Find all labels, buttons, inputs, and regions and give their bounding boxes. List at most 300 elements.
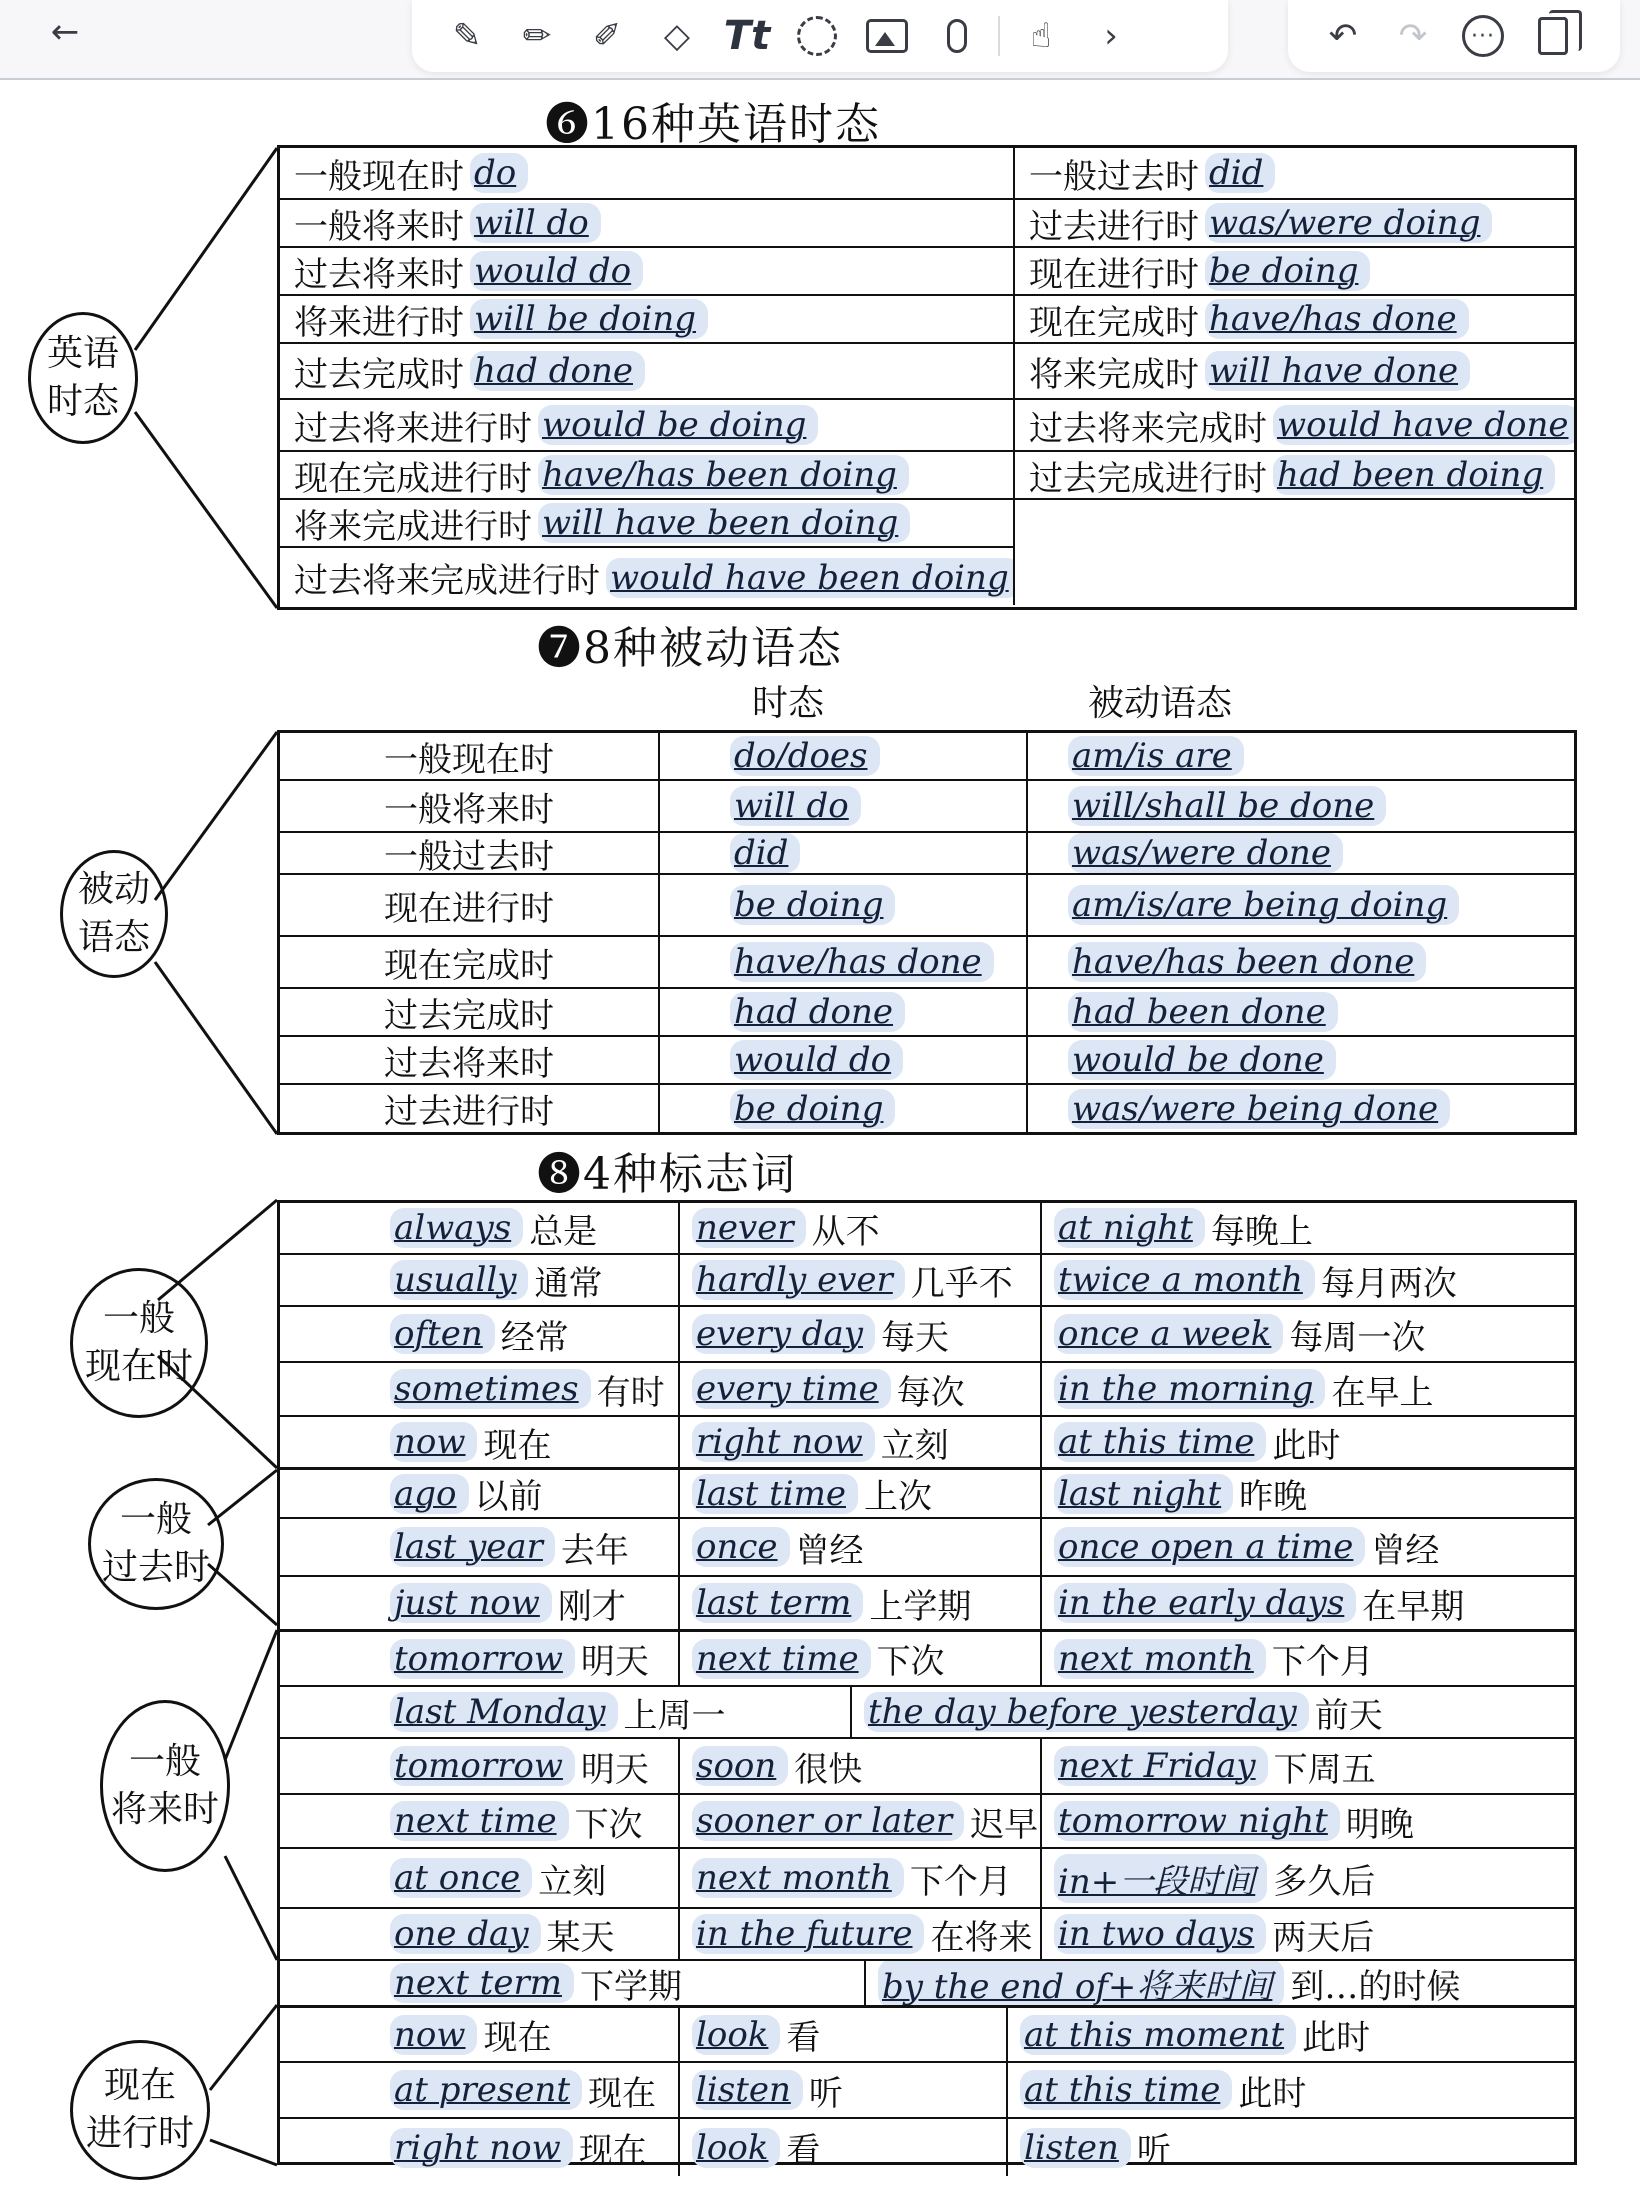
- table-cell: [280, 1363, 678, 1415]
- table-cell: [280, 2008, 678, 2061]
- table-cell: [280, 2119, 678, 2176]
- table-row: [280, 2061, 1574, 2117]
- table-cell: [1006, 2008, 1574, 2061]
- signal-word: hardly ever: [692, 1260, 905, 1300]
- table-cell: [1040, 1909, 1574, 1959]
- table-cell: [1040, 1632, 1574, 1685]
- table-cell: [658, 733, 1026, 779]
- tense-form: did: [1205, 153, 1275, 193]
- table-cell: [280, 548, 1013, 607]
- signal-word: tomorrow: [390, 1639, 575, 1679]
- table-row: [280, 1415, 1574, 1467]
- table-row: [280, 1737, 1574, 1793]
- tense-form: be doing: [1205, 251, 1370, 291]
- table-cell: [864, 1961, 1574, 2005]
- signal-word: last time: [692, 1474, 858, 1514]
- table-cell: [280, 1085, 658, 1132]
- table-cell: [1006, 2119, 1574, 2176]
- table-cell: [1040, 1470, 1574, 1517]
- table-row: [280, 1847, 1574, 1907]
- table-row: [280, 935, 1574, 987]
- signal-word-meaning: 前天: [1314, 1695, 1383, 1736]
- tense-form: was/were doing: [1205, 203, 1492, 243]
- signal-word-meaning: 明天: [580, 1642, 649, 1682]
- table-cell: [678, 1909, 1040, 1959]
- signal-word: now: [390, 2015, 477, 2055]
- signal-word: at present: [390, 2070, 582, 2110]
- table-cell: [678, 1307, 1040, 1361]
- signal-word: every day: [692, 1314, 875, 1354]
- tense-name: 过去将来时: [294, 254, 464, 294]
- signal-word-meaning: 看: [786, 2018, 821, 2058]
- signal-word: at this time: [1054, 1422, 1266, 1462]
- bubble-simple-past: 一般 过去时: [88, 1478, 224, 1610]
- signal-word: always: [390, 1208, 523, 1248]
- signal-word: tomorrow: [390, 1746, 575, 1786]
- table-cell: [1026, 781, 1574, 831]
- tense-name: 现在完成时: [1029, 302, 1199, 342]
- signal-word-meaning: 看: [786, 2131, 821, 2171]
- tense-name: 过去完成进行时: [1029, 458, 1267, 498]
- tool-palette: [412, 0, 1228, 72]
- table-cell: [678, 2119, 1006, 2176]
- signal-word: in the morning: [1054, 1369, 1325, 1409]
- signal-word: every time: [692, 1369, 891, 1409]
- signal-word: look: [692, 2128, 780, 2168]
- pen-icon[interactable]: ✎: [452, 16, 482, 56]
- table-cell: [280, 296, 1013, 342]
- signal-word: right now: [390, 2128, 573, 2168]
- table-cell: [280, 1961, 864, 2005]
- signal-word: next time: [390, 1801, 569, 1841]
- table-cell: [1040, 1203, 1574, 1253]
- tense-name: 过去将来进行时: [294, 408, 532, 449]
- table-cell: [280, 1037, 658, 1083]
- table-row: [280, 246, 1574, 294]
- table-row: [280, 1253, 1574, 1305]
- table-row: [280, 1083, 1574, 1132]
- table-row: [280, 1467, 1574, 1517]
- table-cell: [280, 875, 658, 935]
- passive-form: will/shall be done: [1068, 786, 1386, 826]
- section-title-tenses: ❻16种英语时态: [545, 99, 881, 150]
- microphone-icon[interactable]: [922, 4, 992, 68]
- table-cell: [280, 1470, 678, 1517]
- signal-word: by the end of+将来时间: [878, 1961, 1284, 2005]
- table-cell: [280, 937, 658, 987]
- signal-word: in+一段时间: [1054, 1854, 1267, 1903]
- table-cell: [1040, 1255, 1574, 1305]
- signal-word: the day before yesterday: [864, 1692, 1309, 1732]
- table-row: [280, 198, 1574, 246]
- tense-form: would have done: [1273, 405, 1574, 445]
- signal-word: next month: [1054, 1639, 1266, 1679]
- table-cell: [1026, 875, 1574, 935]
- passive-form: was/were done: [1068, 833, 1343, 873]
- signal-word: next Friday: [1054, 1746, 1268, 1786]
- top-toolbar: [0, 0, 1640, 80]
- signal-word-meaning: 上周一: [623, 1695, 726, 1736]
- signal-word: listen: [692, 2070, 803, 2110]
- signal-word: at this moment: [1020, 2015, 1296, 2055]
- signal-word-meaning: 下个月: [1271, 1642, 1374, 1682]
- signal-word: in the future: [692, 1914, 924, 1954]
- tense-name: 现在进行时: [1029, 254, 1199, 294]
- table-row: [280, 1361, 1574, 1415]
- table-cell: [280, 1519, 678, 1575]
- table-cell: [280, 344, 1013, 398]
- signal-word: ago: [390, 1474, 469, 1514]
- signal-word: once a week: [1054, 1314, 1283, 1354]
- table-cell: [280, 1417, 678, 1467]
- table-cell: [280, 148, 1013, 198]
- table-cell: [678, 1363, 1040, 1415]
- bubble-english-tenses: 英语 时态: [28, 312, 138, 444]
- section-title-passive: ❼8种被动语态: [537, 623, 843, 674]
- tenses-table: [277, 145, 1577, 610]
- signal-word: last term: [692, 1583, 863, 1623]
- tense-form: would be doing: [538, 405, 818, 445]
- active-form: did: [730, 833, 800, 873]
- signal-word-meaning: 现在: [483, 2018, 552, 2058]
- table-cell: [1040, 1307, 1574, 1361]
- table-cell: [1006, 2063, 1574, 2117]
- text-tool-glyph: Tt: [723, 13, 771, 59]
- table-cell: [280, 248, 1013, 294]
- table-cell: [280, 200, 1013, 246]
- signal-word-meaning: 在早上: [1331, 1372, 1434, 1413]
- signal-word-meaning: 从不: [811, 1211, 880, 1252]
- bubble-simple-present: 一般 现在时: [70, 1268, 208, 1418]
- table-cell: [678, 2008, 1006, 2061]
- signal-words-table: [277, 1200, 1577, 2171]
- chevron-right-icon[interactable]: ›: [1104, 16, 1118, 56]
- tense-form: had been doing: [1273, 455, 1555, 495]
- table-cell: [678, 1632, 1040, 1685]
- signal-word-meaning: 两天后: [1272, 1917, 1375, 1958]
- redo-icon[interactable]: ↷: [1398, 16, 1428, 56]
- signal-word-meaning: 此时: [1302, 2018, 1371, 2058]
- table-cell: [1026, 833, 1574, 873]
- table-row: [280, 1203, 1574, 1253]
- active-form: be doing: [730, 1089, 895, 1129]
- table-cell: [280, 1795, 678, 1847]
- signal-word-meaning: 在将来: [930, 1917, 1033, 1958]
- lasso-icon[interactable]: [782, 4, 852, 68]
- table-cell: [280, 1632, 678, 1685]
- table-cell: [1013, 400, 1574, 450]
- signal-word-meaning: 昨晚: [1239, 1477, 1308, 1517]
- tense-name: 过去将来时: [384, 1043, 554, 1083]
- section-title-signal-words: ❽4种标志词: [537, 1149, 797, 1200]
- column-header-tense: 时态: [752, 683, 825, 724]
- table-row: [280, 1959, 1574, 2005]
- right-actions: [1288, 0, 1620, 72]
- table-cell: [678, 1417, 1040, 1467]
- signal-word-meaning: 每晚上: [1210, 1211, 1313, 1252]
- table-cell: [1040, 1795, 1574, 1847]
- eraser-icon[interactable]: ◇: [663, 16, 691, 56]
- table-cell: [678, 1849, 1040, 1907]
- table-row: [280, 1629, 1574, 1685]
- signal-word: once: [692, 1527, 790, 1567]
- table-cell: [678, 2063, 1006, 2117]
- table-cell: [280, 733, 658, 779]
- passive-form: have/has been done: [1068, 942, 1426, 982]
- text-tool-icon[interactable]: [712, 4, 782, 68]
- signal-word-meaning: 每次: [896, 1372, 965, 1413]
- tense-name: 过去将来完成时: [1029, 408, 1267, 449]
- table-row: [280, 831, 1574, 873]
- signal-word-meaning: 立刻: [538, 1861, 607, 1902]
- table-cell: [678, 1255, 1040, 1305]
- table-cell: [280, 1307, 678, 1361]
- table-cell: [1013, 296, 1574, 342]
- table-cell: [280, 833, 658, 873]
- passive-form: am/is are: [1068, 736, 1244, 776]
- bubble-simple-future: 一般 将来时: [100, 1700, 230, 1872]
- tense-form: would do: [470, 251, 643, 291]
- tense-name: 现在完成进行时: [294, 458, 532, 498]
- signal-word: last year: [390, 1527, 555, 1567]
- table-cell: [280, 400, 1013, 450]
- signal-word-meaning: 以前: [474, 1477, 543, 1517]
- signal-word-meaning: 刚才: [557, 1586, 626, 1627]
- table-cell: [280, 989, 658, 1035]
- signal-word: never: [692, 1208, 806, 1248]
- table-cell: [850, 1687, 1574, 1737]
- table-cell: [678, 1470, 1040, 1517]
- tense-form: will have done: [1205, 351, 1470, 391]
- signal-word-meaning: 多久后: [1273, 1861, 1376, 1902]
- signal-word-meaning: 到…的时候: [1290, 1966, 1461, 2005]
- signal-word: usually: [390, 1260, 528, 1300]
- signal-word: tomorrow night: [1054, 1801, 1340, 1841]
- table-cell: [658, 833, 1026, 873]
- table-cell: [658, 1037, 1026, 1083]
- signal-word-meaning: 上次: [863, 1477, 932, 1517]
- undo-icon[interactable]: ↶: [1328, 16, 1358, 56]
- table-cell: [280, 1687, 850, 1737]
- table-row: [280, 1305, 1574, 1361]
- table-cell: [658, 1085, 1026, 1132]
- signal-word: just now: [390, 1583, 552, 1623]
- table-row: [280, 342, 1574, 398]
- table-row: [280, 2117, 1574, 2176]
- table-cell: [1026, 733, 1574, 779]
- signal-word: now: [390, 1422, 477, 1462]
- table-cell: [658, 875, 1026, 935]
- table-cell: [280, 1849, 678, 1907]
- signal-word: look: [692, 2015, 780, 2055]
- signal-word: next month: [692, 1858, 904, 1898]
- signal-word-meaning: 此时: [1272, 1425, 1341, 1466]
- signal-word-meaning: 听: [808, 2073, 843, 2114]
- tense-form: have/has done: [1205, 299, 1469, 339]
- table-cell: [1026, 1085, 1574, 1132]
- signal-word-meaning: 下周五: [1273, 1749, 1376, 1790]
- table-cell: [1040, 1417, 1574, 1467]
- arrow-left-icon[interactable]: ←: [50, 12, 80, 52]
- signal-word: one day: [390, 1914, 541, 1954]
- tense-form: had done: [470, 351, 645, 391]
- signal-word: often: [390, 1314, 495, 1354]
- table-cell: [280, 1255, 678, 1305]
- table-cell: [1040, 1519, 1574, 1575]
- table-row: [280, 987, 1574, 1035]
- signal-word-meaning: 听: [1136, 2131, 1171, 2171]
- table-row: [280, 1793, 1574, 1847]
- signal-word: sometimes: [390, 1369, 591, 1409]
- signal-word: at once: [390, 1858, 532, 1898]
- bubble-present-progressive: 现在 进行时: [70, 2040, 210, 2180]
- signal-word-meaning: 每天: [880, 1317, 949, 1358]
- table-cell: [280, 1739, 678, 1793]
- active-form: do/does: [730, 736, 880, 776]
- signal-word: soon: [692, 1746, 788, 1786]
- signal-word: listen: [1020, 2128, 1131, 2168]
- signal-word-meaning: 下个月: [909, 1861, 1012, 1902]
- table-row: [280, 294, 1574, 342]
- signal-word-meaning: 某天: [546, 1917, 615, 1958]
- signal-word-meaning: 现在: [483, 1425, 552, 1466]
- tense-name: 一般过去时: [384, 836, 554, 873]
- signal-word-meaning: 曾经: [1371, 1530, 1440, 1571]
- signal-word-meaning: 下学期: [579, 1966, 682, 2005]
- table-cell: [1013, 546, 1574, 605]
- signal-word-meaning: 经常: [500, 1317, 569, 1358]
- table-cell: [280, 500, 1013, 546]
- signal-word: twice a month: [1054, 1260, 1315, 1300]
- bubble-passive-voice: 被动 语态: [60, 850, 168, 978]
- table-row: [280, 498, 1574, 546]
- signal-word-meaning: 通常: [534, 1263, 603, 1304]
- signal-word-meaning: 下次: [574, 1804, 643, 1845]
- tense-name: 一般现在时: [384, 739, 554, 779]
- table-cell: [1026, 989, 1574, 1035]
- image-icon[interactable]: [852, 4, 922, 68]
- active-form: had done: [730, 992, 905, 1032]
- signal-word-meaning: 现在: [588, 2073, 657, 2114]
- signal-word-meaning: 现在: [578, 2131, 647, 2171]
- signal-word-meaning: 明天: [580, 1749, 649, 1790]
- signal-word-meaning: 在早期: [1362, 1586, 1465, 1627]
- tense-form: will do: [470, 203, 601, 243]
- passive-table: [277, 730, 1577, 1135]
- tense-name: 过去进行时: [1029, 206, 1199, 246]
- tense-name: 一般过去时: [1029, 156, 1199, 197]
- table-cell: [1026, 937, 1574, 987]
- table-cell: [280, 1577, 678, 1629]
- signal-word: in the early days: [1054, 1583, 1356, 1623]
- signal-word-meaning: 迟早: [970, 1804, 1039, 1845]
- signal-word: in two days: [1054, 1914, 1266, 1954]
- passive-form: would be done: [1068, 1040, 1336, 1080]
- signal-word: once open a time: [1054, 1527, 1365, 1567]
- table-cell: [1013, 148, 1574, 198]
- toolbar-divider: [998, 16, 1000, 56]
- passive-form: had been done: [1068, 992, 1338, 1032]
- table-row: [280, 1685, 1574, 1737]
- table-row: [280, 873, 1574, 935]
- signal-word: right now: [692, 1422, 875, 1462]
- highlighter-icon[interactable]: ✐: [592, 16, 622, 56]
- table-row: [280, 450, 1574, 498]
- signal-word: sooner or later: [692, 1801, 964, 1841]
- table-row: [280, 398, 1574, 450]
- tense-form: will be doing: [470, 299, 708, 339]
- table-cell: [280, 1203, 678, 1253]
- tense-name: 将来完成时: [1029, 354, 1199, 395]
- tense-form: will have been doing: [538, 503, 910, 543]
- signal-word-meaning: 几乎不: [910, 1263, 1013, 1304]
- signal-word: next term: [390, 1963, 574, 2003]
- active-form: would do: [730, 1040, 903, 1080]
- signal-word: last night: [1054, 1474, 1233, 1514]
- tense-name: 一般现在时: [294, 156, 464, 197]
- pencil-icon[interactable]: ✏: [522, 16, 552, 56]
- table-row: [280, 779, 1574, 831]
- tense-name: 一般将来时: [294, 206, 464, 246]
- tense-name: 过去进行时: [384, 1092, 554, 1132]
- signal-word-meaning: 立刻: [880, 1425, 949, 1466]
- signal-word-meaning: 有时: [596, 1372, 665, 1413]
- table-cell: [678, 1203, 1040, 1253]
- table-cell: [280, 2063, 678, 2117]
- tense-form: would have been doing: [606, 558, 1013, 598]
- table-cell: [1013, 344, 1574, 398]
- table-cell: [1040, 1849, 1574, 1907]
- signal-word-meaning: 此时: [1238, 2073, 1307, 2114]
- signal-word-meaning: 明晚: [1345, 1804, 1414, 1845]
- tense-name: 现在进行时: [384, 888, 554, 929]
- table-row: [280, 2005, 1574, 2061]
- table-row: [280, 148, 1574, 198]
- table-cell: [280, 452, 1013, 498]
- signal-word-meaning: 总是: [529, 1211, 598, 1252]
- table-row: [280, 733, 1574, 779]
- signal-word-meaning: 每周一次: [1289, 1317, 1426, 1358]
- table-cell: [1040, 1739, 1574, 1793]
- signal-word-meaning: 曾经: [795, 1530, 864, 1571]
- signal-word-meaning: 去年: [560, 1530, 629, 1571]
- signal-word: last Monday: [390, 1692, 618, 1732]
- tense-name: 将来进行时: [294, 302, 464, 342]
- table-cell: [658, 989, 1026, 1035]
- table-cell: [678, 1519, 1040, 1575]
- table-cell: [678, 1739, 1040, 1793]
- table-cell: [678, 1795, 1040, 1847]
- more-icon[interactable]: ···: [1448, 4, 1518, 68]
- column-header-passive: 被动语态: [1088, 683, 1233, 724]
- pages-icon[interactable]: [1518, 4, 1588, 68]
- table-cell: [658, 781, 1026, 831]
- table-cell: [1040, 1363, 1574, 1415]
- tense-name: 现在完成时: [384, 945, 554, 986]
- signal-word-meaning: 很快: [794, 1749, 863, 1790]
- table-row: [280, 1907, 1574, 1959]
- table-cell: [1026, 1037, 1574, 1083]
- touch-hand-icon[interactable]: ☝: [1030, 16, 1052, 56]
- table-cell: [1040, 1577, 1574, 1629]
- tense-name: 过去完成时: [384, 995, 554, 1035]
- passive-form: am/is/are being doing: [1068, 885, 1459, 925]
- table-row: [280, 1575, 1574, 1629]
- signal-word: at this time: [1020, 2070, 1232, 2110]
- tense-name: 一般将来时: [384, 789, 554, 830]
- table-cell: [1013, 248, 1574, 294]
- signal-word-meaning: 每月两次: [1320, 1263, 1457, 1304]
